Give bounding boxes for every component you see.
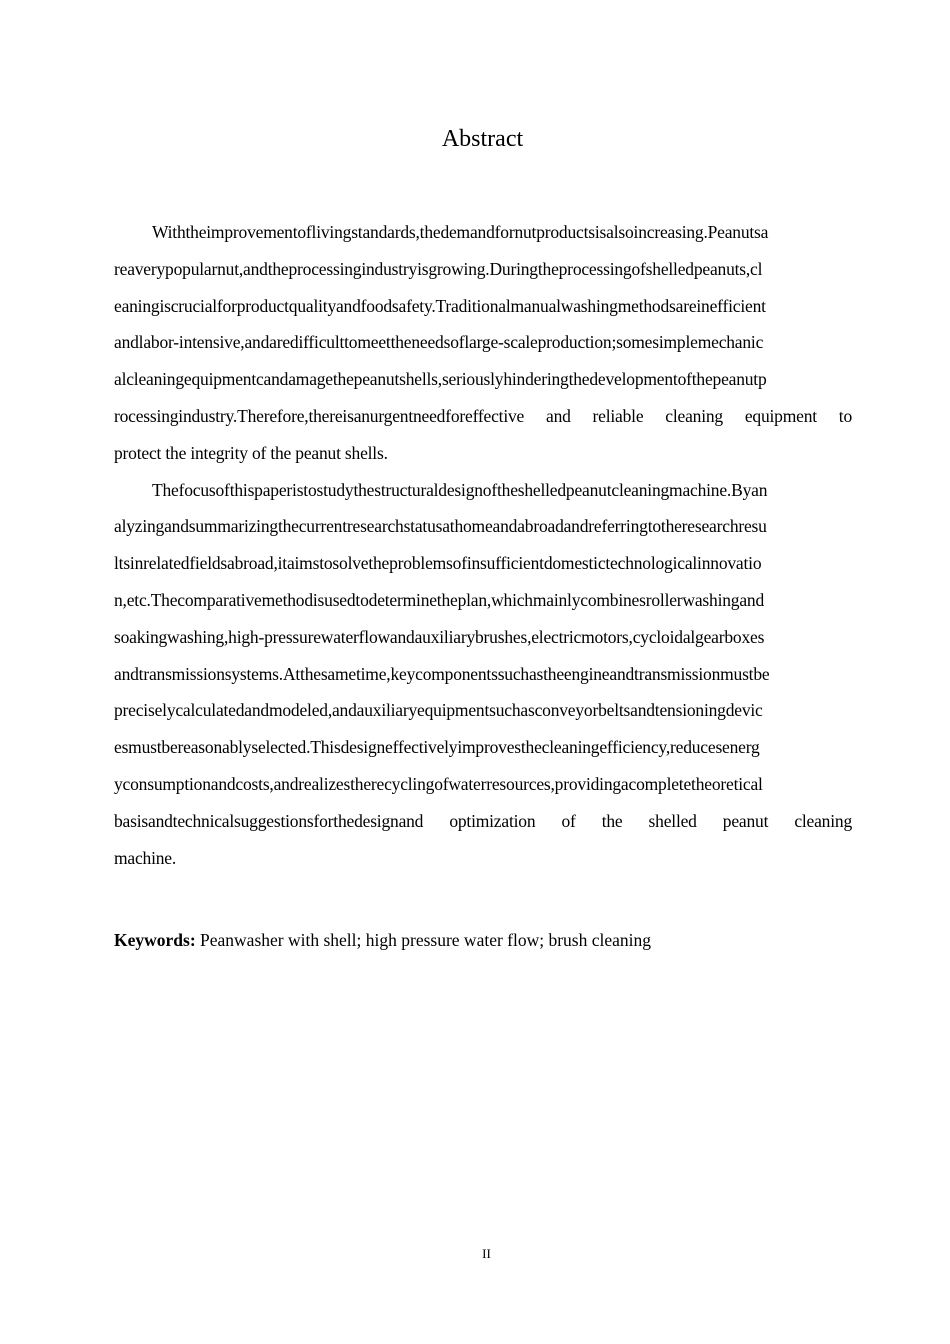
text-line: Thefocusofthispaperistostudythestructuraldesignoftheshelledpeanutcleaningmachine.Byan (152, 479, 768, 500)
text-line: yconsumptionandcosts,andrealizestherecyclingofwaterresources,providingacompletetheoretical (114, 773, 763, 794)
text-line: ltsinrelatedfieldsabroad,itaimstosolvetheproblemsofinsufficientdomestictechnologicalinnovatio (114, 553, 762, 574)
text-line: alcleaningequipmentcandamagethepeanutshells,seriouslyhinderingthedevelopmentofthepeanutp (114, 369, 767, 390)
text-line: soakingwashing,high-pressurewaterflowandauxiliarybrushes,electricmotors,cycloidalgearboxes (114, 626, 765, 647)
text-line: protect the integrity of the peanut shells. (114, 442, 388, 463)
keywords-label: Keywords: (114, 930, 196, 950)
keywords-line (114, 926, 651, 954)
text-line: andtransmissionsystems.Atthesametime,keycomponentssuchastheengineandtransmissionmustbe (114, 663, 770, 684)
text-line: rocessingindustry.Therefore,thereisanurgentneedforeffective and reliable cleaning equipment to (114, 405, 852, 426)
text-line: n,etc.Thecomparativemethodisusedtodeterminetheplan,whichmainlycombinesrollerwashingand (114, 589, 765, 610)
text-line: reaverypopularnut,andtheprocessingindustryisgrowing.Duringtheprocessingofshelledpeanuts,cl (114, 258, 763, 279)
text-line: andlabor-intensive,andaredifficulttomeettheneedsoflarge-scaleproduction;somesimplemechanic (114, 332, 764, 353)
abstract-title: Abstract (441, 126, 524, 152)
page-number: II (482, 1246, 491, 1261)
text-line: machine. (114, 847, 177, 868)
paragraph-2 (114, 472, 852, 877)
text-line: alyzingandsummarizingthecurrentresearchstatusathomeandabroadandreferringtotheresearchresu (114, 516, 767, 537)
paragraph-1 (114, 214, 852, 472)
keywords-text: Peanwasher with shell; high pressure water flow; brush cleaning (195, 930, 652, 950)
text-line: preciselycalculatedandmodeled,andauxiliaryequipmentsuchasconveyorbeltsandtensioningdevic (114, 700, 763, 721)
text-line: basisandtechnicalsuggestionsforthedesignand optimization of the shelled peanut cleaning (114, 810, 852, 831)
text-line: esmustbereasonablyselected.Thisdesigneffectivelyimprovesthecleaningefficiency,reducesenerg (114, 737, 760, 758)
abstract-body (114, 214, 852, 876)
text-line: eaningiscrucialforproductqualityandfoodsafety.Traditionalmanualwashingmethodsareinefficient (114, 295, 766, 316)
text-line: Withtheimprovementoflivingstandards,thedemandfornutproductsisalsoincreasing.Peanutsa (152, 222, 769, 242)
